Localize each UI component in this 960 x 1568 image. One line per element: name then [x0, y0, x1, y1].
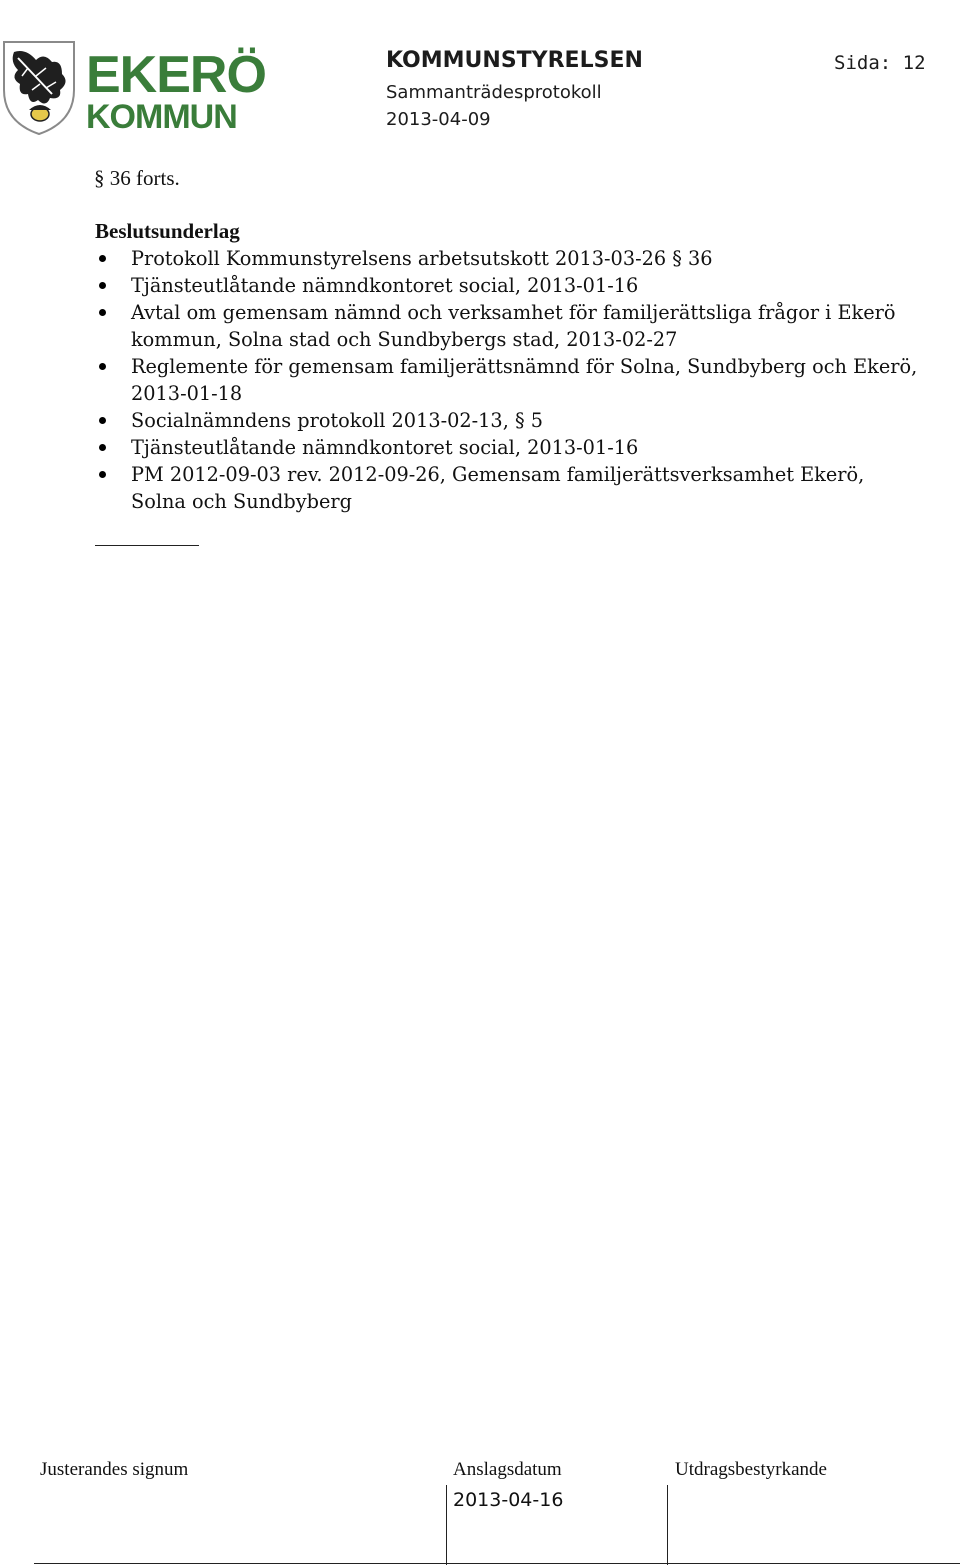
document-title: KOMMUNSTYRELSEN [386, 48, 643, 73]
list-item: PM 2012-09-03 rev. 2012-09-26, Gemensam familjerättsverksamhet Ekerö, Solna och Sundbyberg [95, 461, 925, 515]
document-subtitle: Sammanträdesprotokoll [386, 82, 602, 103]
footer-baseline [34, 1563, 960, 1564]
footer-divider-left [446, 1485, 447, 1565]
list-item: Socialnämndens protokoll 2013-02-13, § 5 [95, 407, 925, 434]
list-item: Tjänsteutlåtande nämndkontoret social, 2013-01-16 [95, 272, 925, 299]
logo-text-ekero: EKERÖ [86, 46, 266, 104]
justerandes-signum-label: Justerandes signum [40, 1459, 189, 1480]
list-item: Protokoll Kommunstyrelsens arbetsutskott 2013-03-26 § 36 [95, 245, 925, 272]
decision-basis-list [95, 245, 925, 515]
footer-divider-right [667, 1485, 668, 1565]
utdragsbestyrkande-label: Utdragsbestyrkande [675, 1459, 827, 1480]
section-heading: Beslutsunderlag [95, 219, 240, 243]
list-item: Avtal om gemensam nämnd och verksamhet för familjerättsliga frågor i Ekerö kommun, Solna stad och Sundbybergs stad, 2013-02-27 [95, 299, 925, 353]
anslagsdatum-label: Anslagsdatum [453, 1459, 562, 1480]
page-number: Sida: 12 [834, 52, 926, 74]
list-item: Reglemente för gemensam familjerättsnämnd för Solna, Sundbyberg och Ekerö, 2013-01-18 [95, 353, 925, 407]
anslagsdatum-value: 2013-04-16 [453, 1489, 564, 1511]
municipal-crest-icon [0, 38, 270, 138]
paragraph-reference: § 36 forts. [94, 166, 180, 190]
section-end-divider [95, 545, 199, 546]
logo-text-kommun: KOMMUN [86, 98, 237, 136]
ekero-kommun-logo [0, 38, 270, 138]
list-item: Tjänsteutlåtande nämndkontoret social, 2013-01-16 [95, 434, 925, 461]
meeting-date: 2013-04-09 [386, 109, 491, 130]
